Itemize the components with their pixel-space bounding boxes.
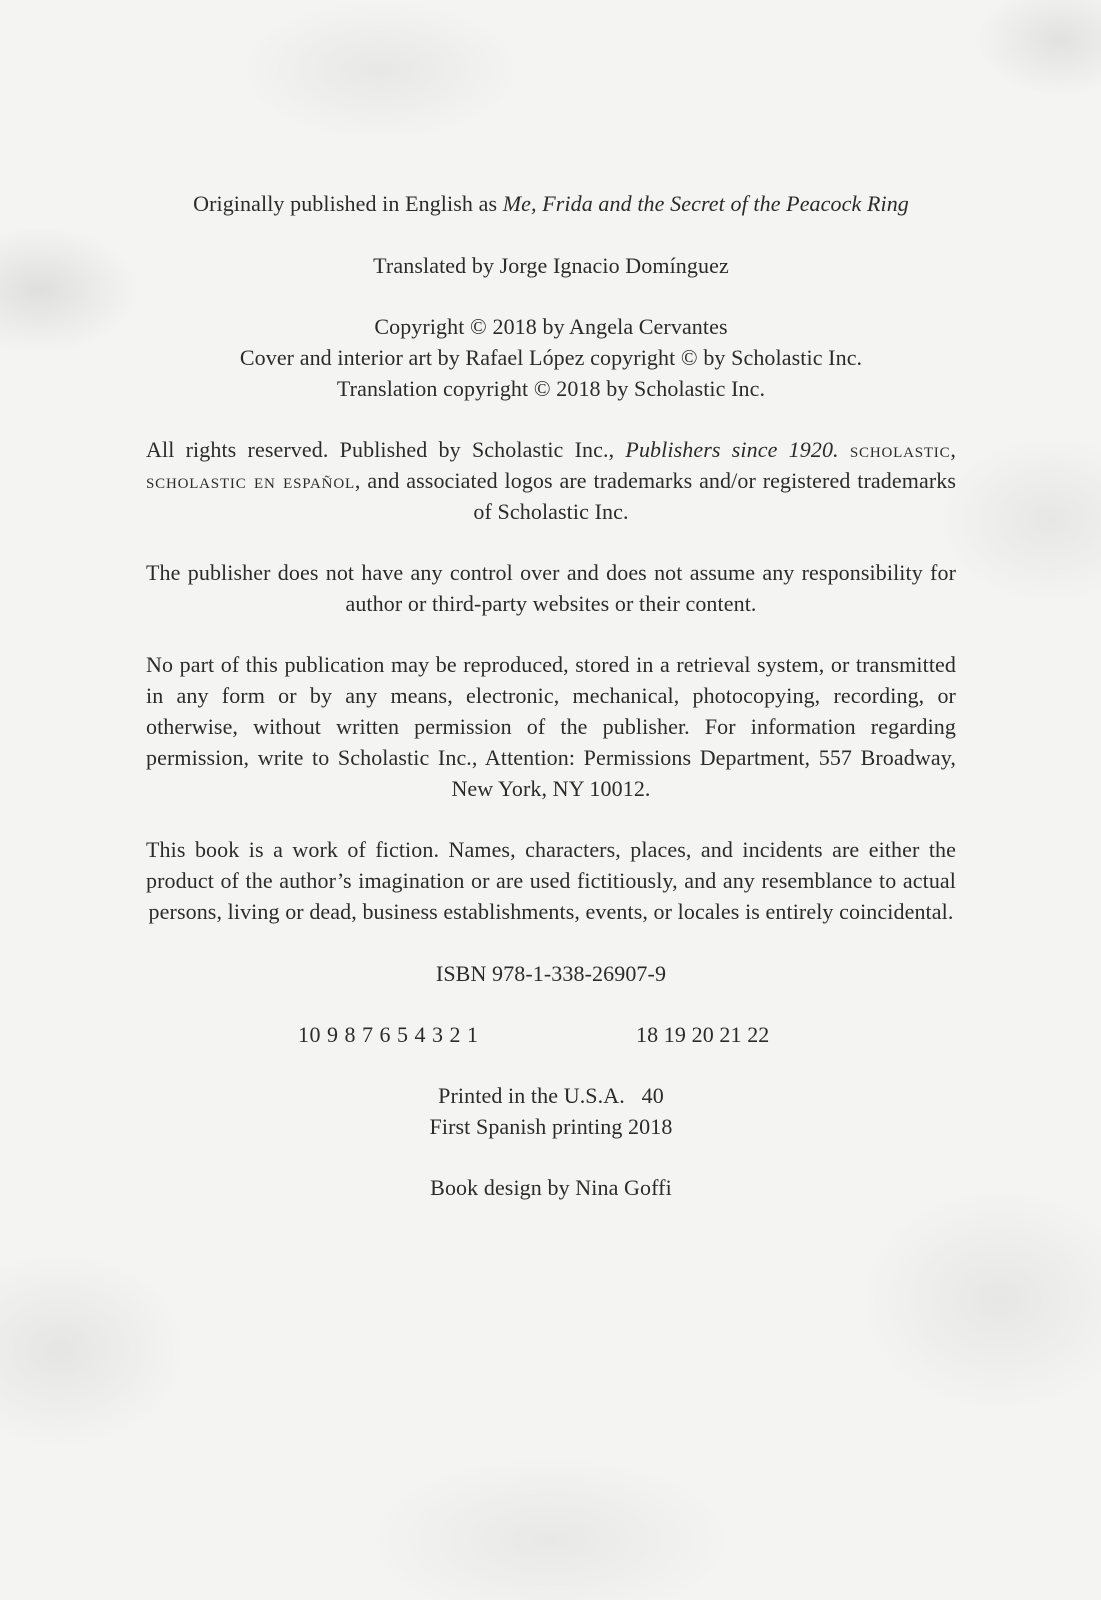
fiction-notice-paragraph: This book is a work of fiction. Names, characters, places, and incidents are either the product of the author’s imagination or are used fictitiously, and any resemblance to actual persons, living or dead, business establishments, events, or locales is entirely coincidental. [146, 837, 956, 924]
reproduction-notice-paragraph: No part of this publication may be reproduced, stored in a retrieval system, or transmitted in any form or by any means, electronic, mechanical, photocopying, recording, or otherwise, without written permission of the publisher. For information regarding permission, write to Scholastic Inc., Attention: Permissions Department, 557 Broadway, New York, NY 10012. [146, 652, 956, 801]
translator-line: Translated by Jorge Ignacio Domínguez [373, 253, 729, 278]
rights-text-2: , and associated logos are trademarks and/or registered trademarks of Scholastic Inc. [354, 468, 957, 524]
trademark-separator: , [950, 437, 957, 462]
first-printing-line: First Spanish printing 2018 [429, 1114, 673, 1139]
printing-number-line: 10 9 8 7 6 5 4 3 2 1 [298, 1022, 479, 1047]
book-design-credit: Book design by Nina Goffi [430, 1175, 672, 1200]
publisher-tagline: Publishers since 1920. [625, 437, 839, 462]
copyright-block [146, 311, 956, 404]
printed-in-line: Printed in the U.S.A. 40 [438, 1083, 664, 1108]
printing-line-row [146, 1019, 956, 1050]
isbn-line: ISBN 978-1-338-26907-9 [435, 961, 667, 986]
rights-text-1: All rights reserved. Published by Scholastic Inc., [146, 437, 626, 462]
trademark-scholastic: scholastic [849, 437, 951, 462]
printing-info-block [146, 1080, 956, 1142]
copyright-page [146, 188, 956, 1203]
copyright-line-author: Copyright © 2018 by Angela Cervantes [374, 314, 728, 339]
original-publication-prefix: Originally published in English as [193, 191, 503, 216]
original-publication-line [146, 188, 956, 219]
copyright-line-art: Cover and interior art by Rafael López copyright © by Scholastic Inc. [239, 345, 863, 370]
original-title: Me, Frida and the Secret of the Peacock Ring [502, 191, 909, 216]
trademark-scholastic-en-espanol: scholastic en español [146, 468, 355, 493]
rights-reserved-paragraph [146, 434, 956, 527]
copyright-line-translation: Translation copyright © 2018 by Scholastic Inc. [336, 376, 766, 401]
printing-year-line: 18 19 20 21 22 [636, 1022, 770, 1047]
websites-disclaimer-paragraph: The publisher does not have any control over and does not assume any responsibility for author or third-party websites or their content. [146, 560, 956, 616]
